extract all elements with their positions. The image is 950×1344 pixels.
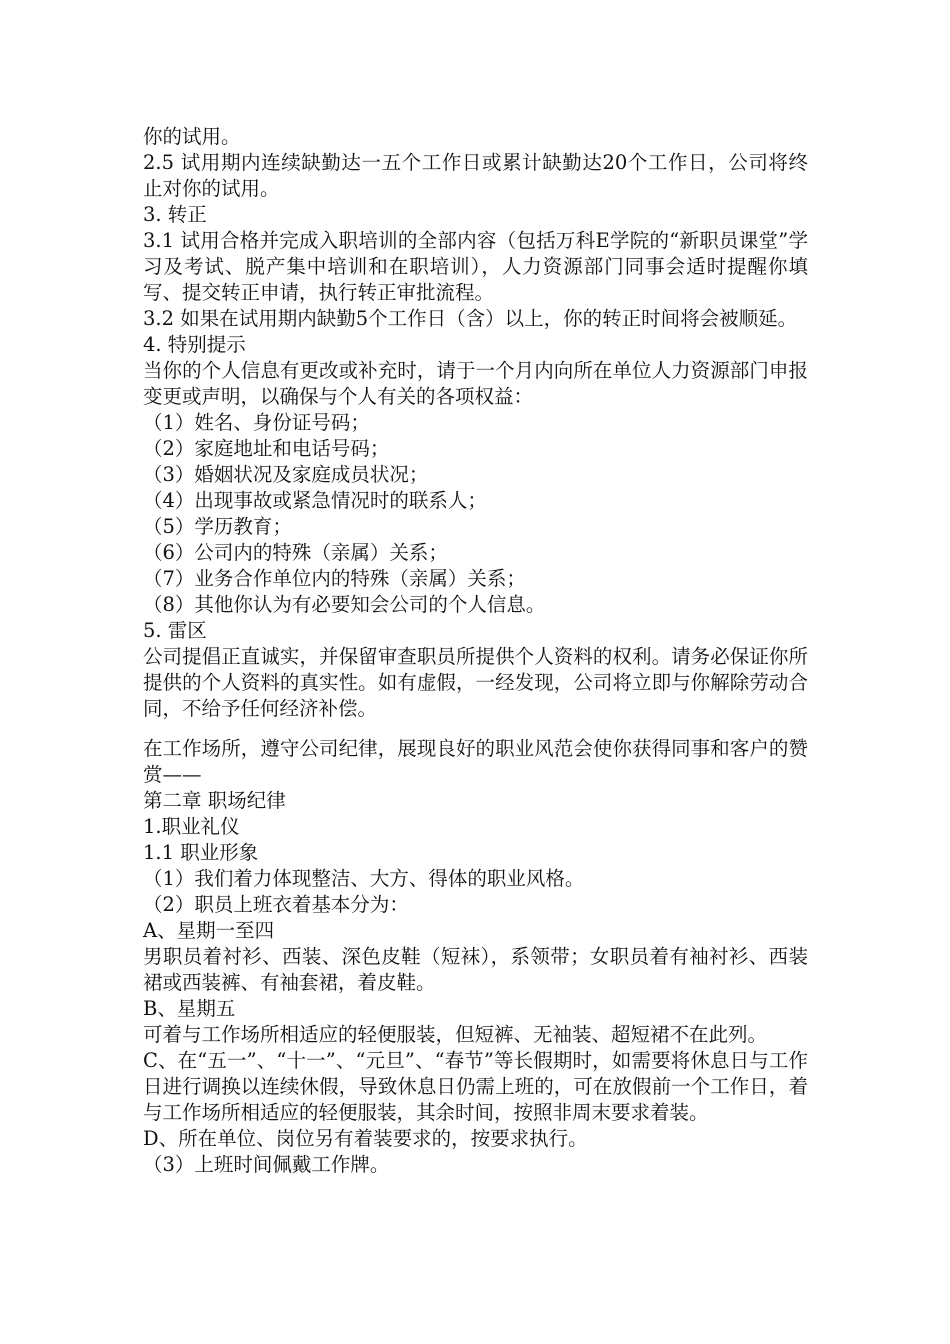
list-item: （3）婚姻状况及家庭成员状况； xyxy=(143,463,429,486)
section-heading: 5. 雷区 xyxy=(143,619,207,642)
list-item: A、星期一至四 xyxy=(143,919,275,942)
document-body xyxy=(143,124,808,1178)
paragraph: 3.2 如果在试用期内缺勤5个工作日（含）以上，你的转正时间将会被顺延。 xyxy=(143,307,798,330)
list-item: （2）家庭地址和电话号码； xyxy=(143,437,390,460)
list-item: （2）职员上班衣着基本分为： xyxy=(143,893,409,916)
list-item: （8）其他你认为有必要知会公司的个人信息。 xyxy=(143,593,546,616)
section-heading: 1.职业礼仪 xyxy=(143,815,240,838)
paragraph: 公司提倡正直诚实，并保留审查职员所提供个人资料的权利。请务必保证你所提供的个人资料的真实性。如有虚假，一经发现，公司将立即与你解除劳动合同，不给予任何经济补偿。 xyxy=(143,645,808,720)
list-item: （4）出现事故或紧急情况时的联系人； xyxy=(143,489,487,512)
paragraph-gap xyxy=(143,722,808,736)
section-heading: 3. 转正 xyxy=(143,203,207,226)
paragraph: 可着与工作场所相适应的轻便服装，但短裤、无袖装、超短裙不在此列。 xyxy=(143,1023,768,1046)
paragraph: 你的试用。 xyxy=(143,125,241,148)
paragraph: D、所在单位、岗位另有着装要求的，按要求执行。 xyxy=(143,1127,588,1150)
section-heading: 4. 特别提示 xyxy=(143,333,246,356)
paragraph: 男职员着衬衫、西装、深色皮鞋（短袜），系领带；女职员着有袖衬衫、西装裙或西装裤、有袖套裙，着皮鞋。 xyxy=(143,945,808,994)
list-item: （5）学历教育； xyxy=(143,515,292,538)
paragraph: 在工作场所，遵守公司纪律，展现良好的职业风范会使你获得同事和客户的赞赏—— xyxy=(143,737,808,786)
chapter-title: 第二章 职场纪律 xyxy=(143,789,286,812)
list-item: （6）公司内的特殊（亲属）关系； xyxy=(143,541,448,564)
list-item: B、星期五 xyxy=(143,997,236,1020)
paragraph: 当你的个人信息有更改或补充时，请于一个月内向所在单位人力资源部门申报变更或声明，以确保与个人有关的各项权益： xyxy=(143,359,808,408)
list-item: （7）业务合作单位内的特殊（亲属）关系； xyxy=(143,567,526,590)
paragraph: 2.5 试用期内连续缺勤达一五个工作日或累计缺勤达20个工作日，公司将终止对你的试用。 xyxy=(143,151,808,200)
list-item: （1）姓名、身份证号码； xyxy=(143,411,370,434)
list-item: （1）我们着力体现整洁、大方、得体的职业风格。 xyxy=(143,867,585,890)
subsection-heading: 1.1 职业形象 xyxy=(143,841,259,864)
paragraph: C、在“五一”、“十一”、“元旦”、“春节”等长假期时，如需要将休息日与工作日进行调换以连续休假，导致休息日仍需上班的，可在放假前一个工作日，着与工作场所相适应的轻便服装，其余时间，按照非周末要求着装。 xyxy=(143,1049,808,1124)
paragraph: 3.1 试用合格并完成入职培训的全部内容（包括万科E学院的“新职员课堂”学习及考试、脱产集中培训和在职培训），人力资源部门同事会适时提醒你填写、提交转正申请，执行转正审批流程。 xyxy=(143,229,808,304)
list-item: （3）上班时间佩戴工作牌。 xyxy=(143,1153,390,1176)
